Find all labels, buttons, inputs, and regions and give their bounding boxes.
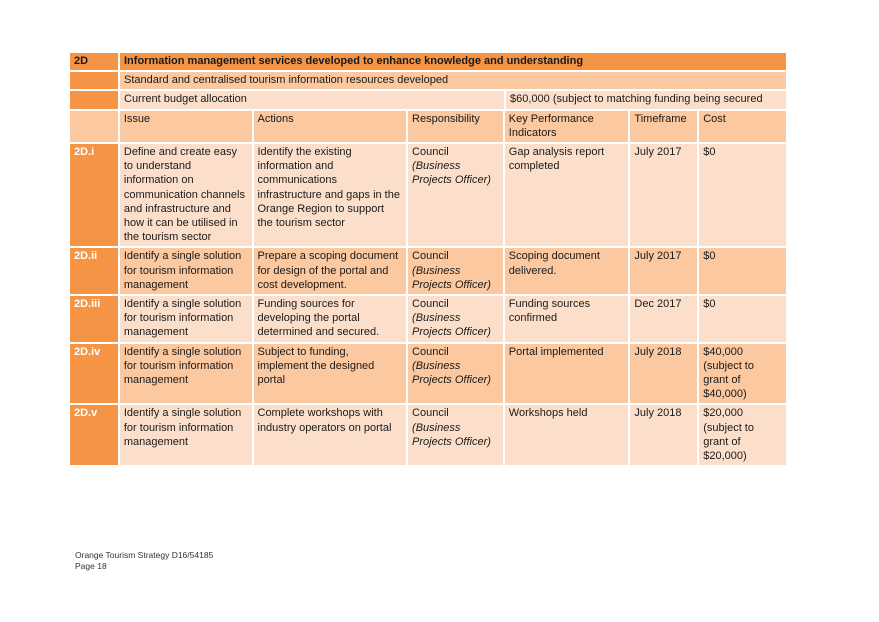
row-id: 2D.i: [70, 144, 118, 246]
budget-row: [70, 91, 786, 108]
row-responsibility: [408, 344, 503, 404]
row-responsibility: [408, 248, 503, 294]
footer-page-number: Page 18: [75, 561, 107, 571]
responsibility-owner: Council: [412, 146, 449, 159]
section-subtitle: Standard and centralised tourism information resources developed: [120, 72, 786, 89]
action-table: [70, 53, 786, 467]
column-header-issue: Issue: [120, 111, 252, 142]
row-timeframe: July 2018: [630, 344, 697, 404]
section-id: 2D: [70, 53, 118, 70]
row-cost: $20,000 (subject to grant of $20,000): [699, 405, 786, 465]
row-kpi: Funding sources confirmed: [505, 296, 629, 342]
section-subtitle-row: [70, 72, 786, 89]
row-action: Identify the existing information and communications infrastructure and gaps in the Orange Region to support the tourism sector: [254, 144, 407, 246]
row-issue: Define and create easy to understand information on communication channels and infrastructure and how it can be utilised in the tourism sector: [120, 144, 252, 246]
row-cost: $0: [699, 144, 786, 246]
row-timeframe: July 2018: [630, 405, 697, 465]
row-kpi: Portal implemented: [505, 344, 629, 404]
column-header-actions: Actions: [254, 111, 407, 142]
row-cost: $0: [699, 296, 786, 342]
responsibility-detail: (Business Projects Officer): [412, 312, 491, 339]
row-action: Funding sources for developing the portal determined and secured.: [254, 296, 407, 342]
row-responsibility: [408, 405, 503, 465]
table-row: [70, 405, 786, 465]
row-kpi: Scoping document delivered.: [505, 248, 629, 294]
table-row: [70, 296, 786, 342]
row-issue: Identify a single solution for tourism information management: [120, 344, 252, 404]
responsibility-owner: Council: [412, 345, 449, 358]
responsibility-detail: (Business Projects Officer): [412, 359, 491, 387]
responsibility-detail: (Business Projects Officer): [412, 421, 491, 448]
row-kpi: Gap analysis report completed: [505, 144, 629, 246]
row-issue: Identify a single solution for tourism information management: [120, 405, 252, 465]
row-timeframe: July 2017: [630, 248, 697, 294]
budget-id-cell: [70, 91, 118, 108]
header-id-cell: [70, 111, 118, 142]
row-id: 2D.v: [70, 405, 118, 465]
row-id: 2D.ii: [70, 248, 118, 294]
row-timeframe: Dec 2017: [630, 296, 697, 342]
budget-label: Current budget allocation: [120, 91, 504, 108]
table-row: [70, 248, 786, 294]
row-action: Complete workshops with industry operators on portal: [254, 405, 407, 465]
subtitle-id-cell: [70, 72, 118, 89]
row-issue: Identify a single solution for tourism information management: [120, 248, 252, 294]
responsibility-owner: Council: [412, 298, 449, 311]
row-id: 2D.iii: [70, 296, 118, 342]
row-action: Subject to funding, implement the designed portal: [254, 344, 407, 404]
table-row: [70, 344, 786, 404]
responsibility-owner: Council: [412, 250, 449, 263]
footer-document-ref: Orange Tourism Strategy D16/54185: [75, 550, 214, 560]
section-title: Information management services developed to enhance knowledge and understanding: [120, 53, 786, 70]
column-header-row: [70, 111, 786, 142]
column-header-kpi: Key Performance Indicators: [505, 111, 629, 142]
responsibility-detail: (Business Projects Officer): [412, 160, 491, 187]
column-header-cost: Cost: [699, 111, 786, 142]
budget-value: $60,000 (subject to matching funding being secured: [506, 91, 786, 108]
page-footer: [75, 550, 213, 572]
table-row: [70, 144, 786, 246]
row-cost: $0: [699, 248, 786, 294]
responsibility-detail: (Business Projects Officer): [412, 264, 491, 291]
column-header-timeframe: Timeframe: [630, 111, 697, 142]
responsibility-owner: Council: [412, 407, 449, 420]
row-cost: $40,000 (subject to grant of $40,000): [699, 344, 786, 404]
row-issue: Identify a single solution for tourism information management: [120, 296, 252, 342]
row-kpi: Workshops held: [505, 405, 629, 465]
row-responsibility: [408, 144, 503, 246]
row-timeframe: July 2017: [630, 144, 697, 246]
row-id: 2D.iv: [70, 344, 118, 404]
row-responsibility: [408, 296, 503, 342]
section-title-row: [70, 53, 786, 70]
row-action: Prepare a scoping document for design of the portal and cost development.: [254, 248, 407, 294]
column-header-responsibility: Responsibility: [408, 111, 503, 142]
